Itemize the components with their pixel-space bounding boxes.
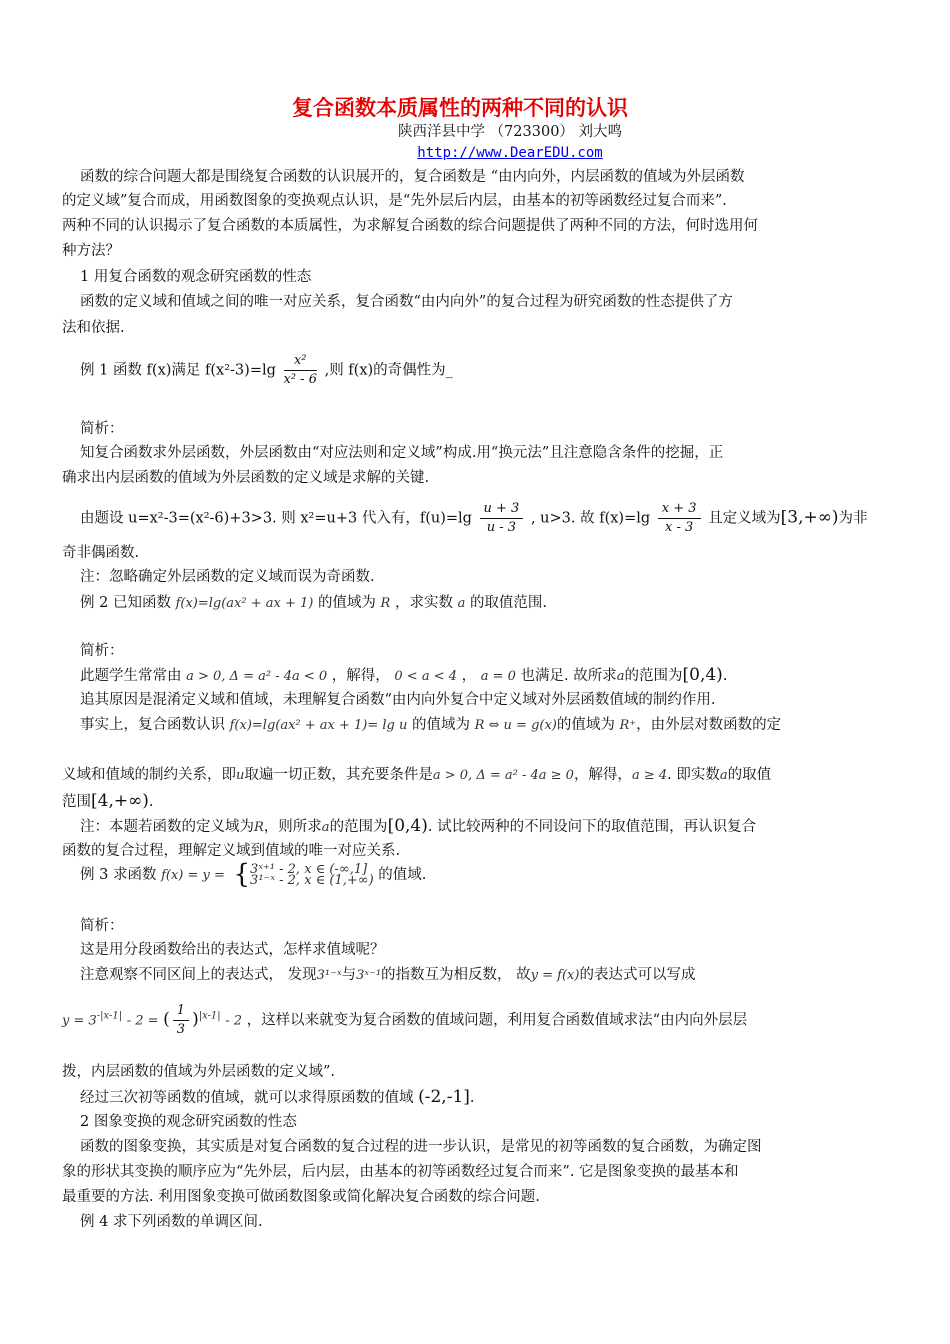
section-2-heading: 2 图象变换的观念研究函数的性态 (80, 1114, 297, 1130)
note-1: 注：忽略确定外层函数的定义域而误为奇函数. (80, 569, 375, 585)
section-1-para-line-1: 函数的定义域和值域之间的唯一对应关系，复合函数“由内向外”的复合过程为研究函数的性态提供了方 (80, 294, 733, 310)
example-1 (62, 352, 880, 389)
note-2-line-1: 注：本题若函数的定义域为R，则所求a的范围为[0,4). 试比较两种的不同设问下的取值范围，再认识复合 (80, 816, 757, 836)
analysis-label-3: 简析： (80, 918, 124, 934)
example-4: 例 4 求下列函数的单调区间. (80, 1214, 263, 1230)
example-1-solution-end: 奇非偶函数. (62, 545, 140, 561)
intro-line-1: 函数的综合问题大都是围绕复合函数的认识展开的，复合函数是 “由内向外，内层函数的值域为外层函数 (80, 169, 745, 185)
analysis-label-1: 简析： (80, 421, 124, 437)
example-2-analysis-line-1: 此题学生常常由 a > 0, Δ = a² - 4a < 0 ，解得， 0 < a < 4 ， a = 0 也满足. 故所求a的范围为[0,4). (80, 665, 728, 685)
example-3-analysis-line-5: 经过三次初等函数的值域，就可以求得原函数的值域 (-2,-1]. (80, 1087, 475, 1107)
example-1-analysis-line-2: 确求出内层函数的值域为外层函数的定义域是求解的关键. (62, 470, 430, 486)
example-2-analysis-line-5: 范围[4,+∞). (62, 791, 154, 811)
example-1-analysis-line-1: 知复合函数求外层函数，外层函数由“对应法则和定义域”构成.用“换元法”且注意隐含条件的挖掘，正 (80, 445, 724, 461)
domain-interval: [3,+∞) (780, 507, 839, 528)
example-1-solution: 由题设 u=x²-3=(x²-6)+3>3. 则 x²=u+3 代入有，f(u)=lg $\frac{u + 3}{u - 3}$ , u>3. 故 f(x)=lg $\frac{x + 3}{x - 3}$ 且定义域为[3,+∞)为非 (80, 501, 868, 535)
solution-fraction-x: $\frac{x + 3}{x - 3}$ (658, 500, 701, 537)
example-3-analysis-line-2: 注意观察不同区间上的表达式， 发现3¹⁻ˣ与3ˣ⁻¹的指数互为相反数， 故y = f(x)的表达式可以写成 (80, 967, 696, 983)
example-1-text: 例 1 函数 f(x)满足 f(x²-3)=lg (80, 362, 276, 379)
source-link[interactable]: http://www.DearEDU.com (417, 145, 603, 161)
example-2-analysis-line-4: 义域和值域的制约关系，即u取遍一切正数，其充要条件是a > 0, Δ = a² - 4a ≥ 0，解得，a ≥ 4. 即实数a的取值 (62, 767, 772, 783)
example-2-analysis-line-2: 追其原因是混淆定义域和值域，未理解复合函数“由内向外复合中定义域对外层函数值域的制约作用. (80, 692, 716, 708)
section-2-para-line-2: 象的形状其变换的顺序应为“先外层，后内层，由基本的初等函数经过复合而来”. 它是图象变换的最基本和 (62, 1164, 739, 1180)
section-2-para-line-1: 函数的图象变换，其实质是对复合函数的复合过程的进一步认识，是常见的初等函数的复合函数，为确定图 (80, 1139, 762, 1155)
note-2-line-2: 函数的复合过程，理解定义域到值域的唯一对应关系. (62, 843, 401, 859)
example-3-analysis-line-3: $y = 3^{-|x-1|} - 2$ = ( $\frac{1}{3}$ )$^{|x-1|}$ - 2 ，这样以来就变为复合函数的值域问题，利用复合函数值域求法“由内向外层层 (62, 1003, 748, 1037)
example-2: 例 2 已知函数 f(x)=lg(ax² + ax + 1) 的值域为 R ，求实数 a 的取值范围. (80, 595, 548, 611)
analysis-label-2: 简析： (80, 643, 124, 659)
one-third-fraction: $\frac{1}{3}$ (173, 1002, 189, 1039)
section-1-heading: 1 用复合函数的观念研究函数的性态 (80, 269, 312, 285)
piecewise-cases: { 3ˣ⁺¹ - 2, x ∈ (-∞,1] 3¹⁻ˣ - 2, x ∈ (1,+∞) (233, 859, 374, 890)
intro-line-4: 种方法？ (62, 243, 120, 259)
example-3: 例 3 求函数 f(x) = y = { 3ˣ⁺¹ - 2, x ∈ (-∞,1] 3¹⁻ˣ - 2, x ∈ (1,+∞) 的值域. (80, 859, 427, 890)
intro-line-2: 的定义域”复合而成，用函数图象的变换观点认识，是“先外层后内层，由基本的初等函数经过复合而来”. (62, 193, 727, 209)
example-2-function: f(x)=lg(ax² + ax + 1) (175, 596, 314, 611)
piecewise-lhs: f(x) = y = (161, 868, 225, 883)
source-url-line (0, 145, 950, 161)
example-1-question: ,则 f(x)的奇偶性为_ (324, 362, 453, 379)
intro-line-3: 两种不同的认识揭示了复合函数的本质属性，为求解复合函数的综合问题提供了两种不同的方法，何时选用何 (62, 218, 758, 234)
author-line: 陕西洋县中学 （723300） 刘大鸣 (397, 124, 623, 140)
example-3-analysis-line-1: 这是用分段函数给出的表达式，怎样求值域呢？ (80, 942, 385, 958)
section-1-para-line-2: 法和依据. (62, 320, 125, 336)
example-2-analysis-line-3: 事实上，复合函数认识 f(x)=lg(ax² + ax + 1)= lg u 的值域为 R ⇔ u = g(x)的值域为 R⁺，由外层对数函数的定 (80, 717, 782, 733)
section-2-para-line-3: 最重要的方法. 利用图象变换可做函数图象或简化解决复合函数的综合问题. (62, 1189, 540, 1205)
example-3-analysis-line-4: 拨，内层函数的值域为外层函数的定义域”. (62, 1064, 336, 1080)
document-title: 复合函数本质属性的两种不同的认识 (292, 96, 628, 120)
solution-fraction-u: $\frac{u + 3}{u - 3}$ (480, 500, 524, 537)
example-1-fraction: $\frac{\text{x²}}{\text{x² - 6}}$ (283, 353, 317, 387)
